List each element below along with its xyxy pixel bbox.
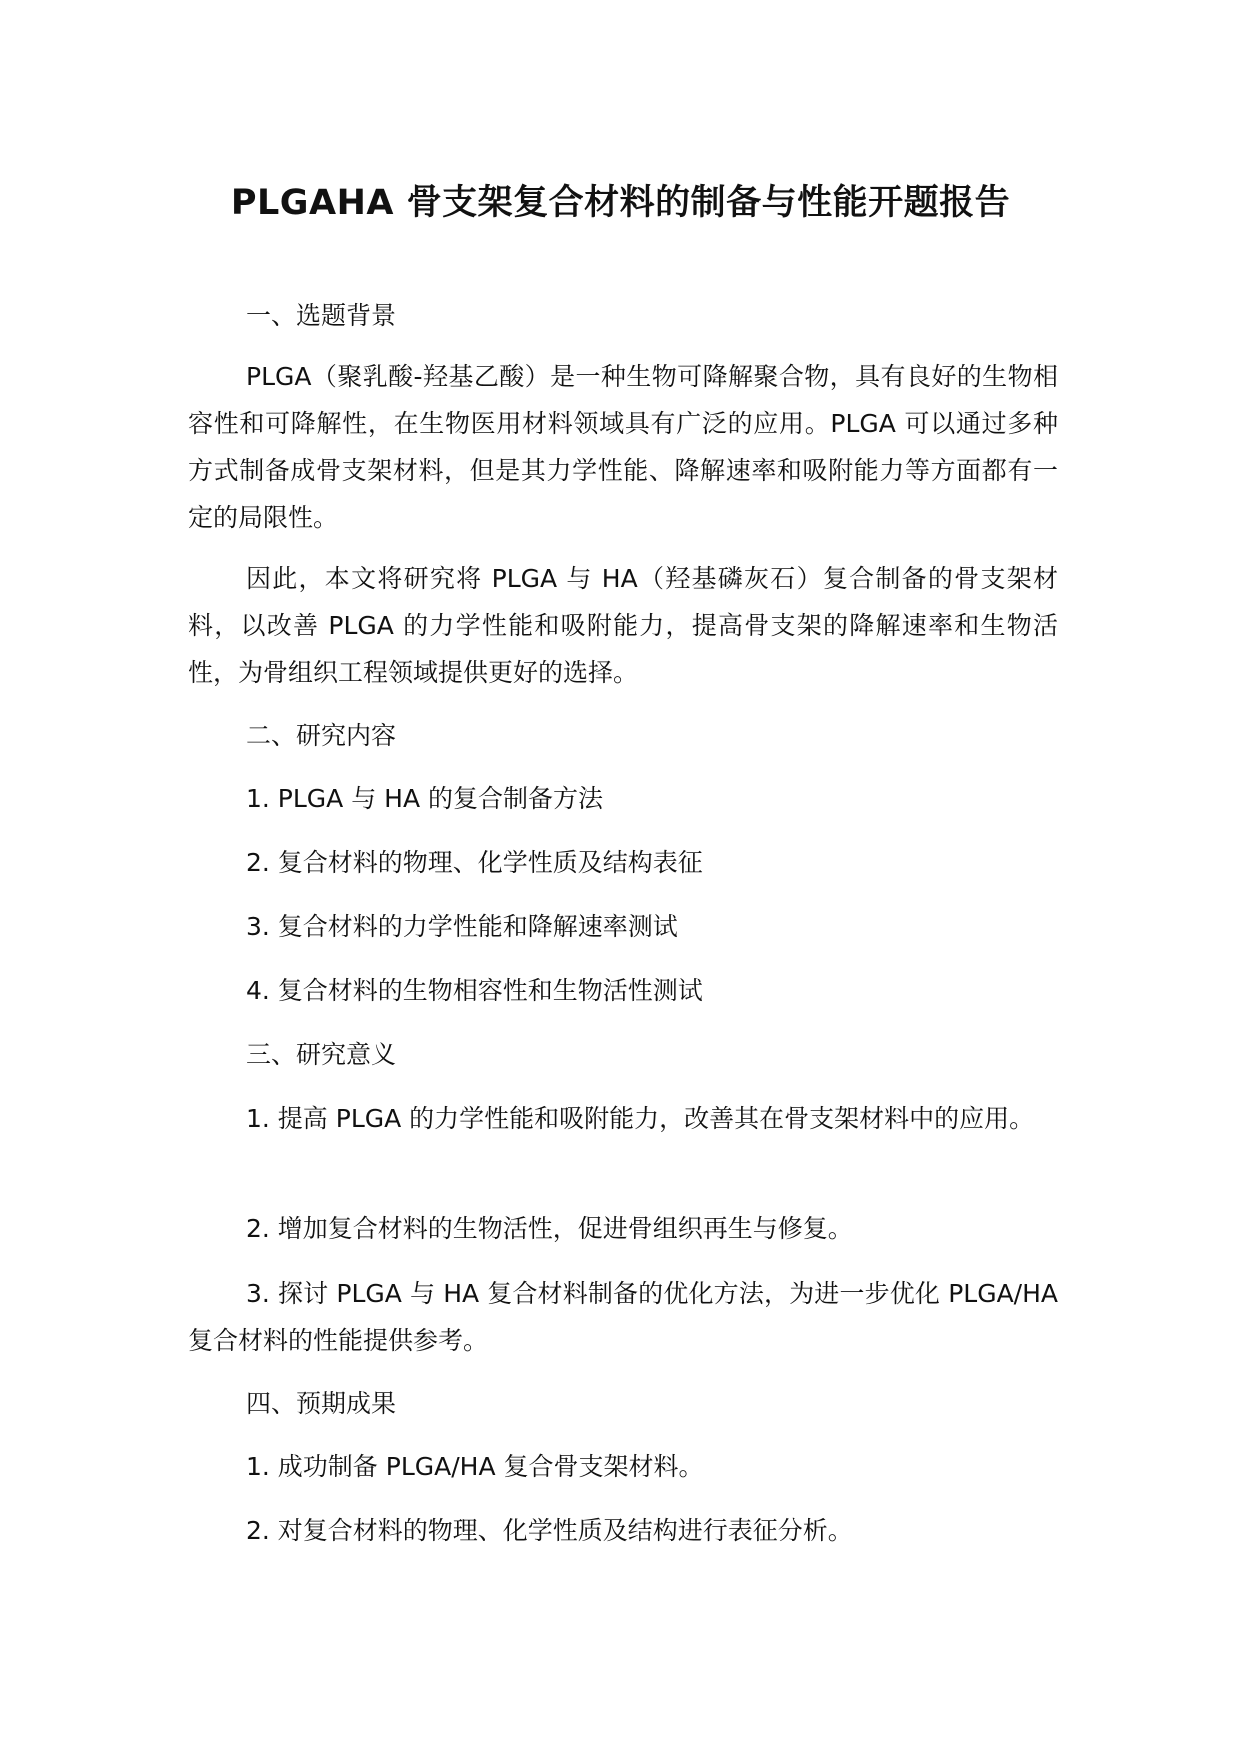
section-heading-outcomes: 四、预期成果 bbox=[246, 1389, 397, 1418]
list-item-significance-2: 2. 增加复合材料的生物活性，促进骨组织再生与修复。 bbox=[246, 1214, 853, 1243]
document-title: PLGAHA 骨支架复合材料的制备与性能开题报告 bbox=[230, 183, 1011, 223]
list-item-content-1: 1. PLGA 与 HA 的复合制备方法 bbox=[246, 784, 604, 813]
list-item-content-3: 3. 复合材料的力学性能和降解速率测试 bbox=[246, 912, 678, 941]
section-heading-significance: 三、研究意义 bbox=[246, 1040, 397, 1069]
paragraph-plga-intro: PLGA（聚乳酸-羟基乙酸）是一种生物可降解聚合物，具有良好的生物相容性和可降解性，在生物医用材料领域具有广泛的应用。PLGA 可以通过多种方式制备成骨支架材料，但是其力学性能、降解速率和吸附能力等方面都有一定的局限性。 bbox=[188, 362, 1058, 532]
section-heading-background: 一、选题背景 bbox=[246, 301, 397, 330]
list-item-content-2: 2. 复合材料的物理、化学性质及结构表征 bbox=[246, 848, 703, 877]
list-item-outcome-2: 2. 对复合材料的物理、化学性质及结构进行表征分析。 bbox=[246, 1516, 853, 1545]
section-heading-content: 二、研究内容 bbox=[246, 721, 397, 750]
list-item-outcome-1: 1. 成功制备 PLGA/HA 复合骨支架材料。 bbox=[246, 1452, 704, 1481]
paragraph-research-aim: 因此，本文将研究将 PLGA 与 HA（羟基磷灰石）复合制备的骨支架材料，以改善 PLGA 的力学性能和吸附能力，提高骨支架的降解速率和生物活性，为骨组织工程领域提供更好的选择。 bbox=[188, 564, 1058, 687]
list-item-content-4: 4. 复合材料的生物相容性和生物活性测试 bbox=[246, 976, 703, 1005]
list-item-significance-3: 3. 探讨 PLGA 与 HA 复合材料制备的优化方法，为进一步优化 PLGA/HA 复合材料的性能提供参考。 bbox=[188, 1279, 1058, 1355]
list-item-significance-1: 1. 提高 PLGA 的力学性能和吸附能力，改善其在骨支架材料中的应用。 bbox=[246, 1104, 1035, 1133]
